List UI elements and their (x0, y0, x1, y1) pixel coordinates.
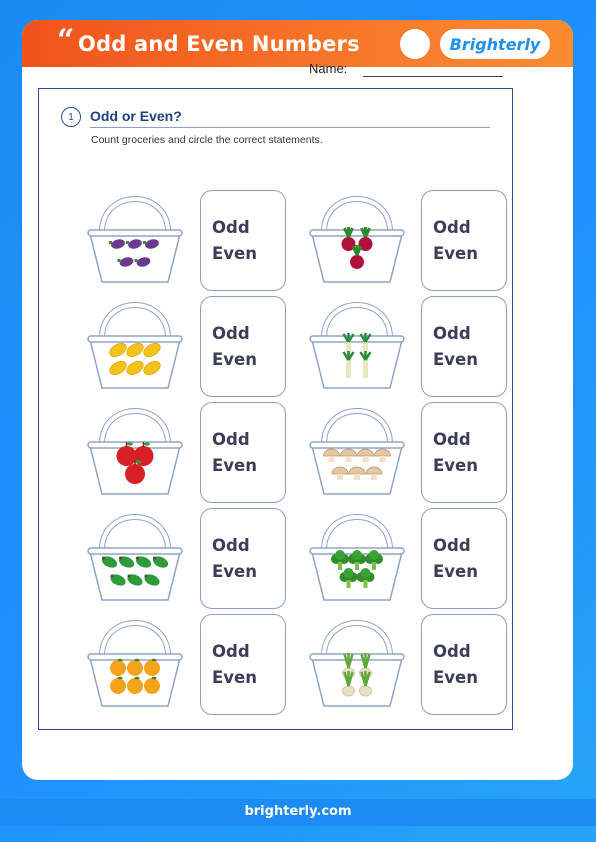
quote-icon: “ (57, 23, 75, 58)
basket-beet (308, 188, 406, 286)
basket-lemon (86, 294, 184, 392)
basket-handle (102, 305, 168, 338)
odd-option[interactable]: Odd (212, 324, 250, 343)
name-field-line[interactable] (363, 76, 503, 77)
basket-eggplant (86, 188, 184, 286)
odd-option[interactable]: Odd (212, 430, 250, 449)
task-title: Odd or Even? (90, 108, 182, 124)
even-option[interactable]: Even (433, 350, 478, 369)
name-label: Name: (309, 61, 348, 76)
basket-mushroom (308, 400, 406, 498)
odd-option[interactable]: Odd (212, 218, 250, 237)
basket-handle (324, 411, 390, 444)
even-option[interactable]: Even (433, 668, 478, 687)
basket-orange (86, 612, 184, 710)
odd-option[interactable]: Odd (212, 536, 250, 555)
footer-url[interactable]: brighterly.com (244, 804, 352, 819)
answer-box (421, 614, 507, 715)
even-option[interactable]: Even (212, 562, 257, 581)
basket-handle (324, 305, 390, 338)
even-option[interactable]: Even (212, 244, 257, 263)
answer-box (421, 296, 507, 397)
task-number: 1 (61, 107, 81, 127)
basket-body (312, 658, 402, 706)
basket-lime (86, 506, 184, 604)
even-option[interactable]: Even (212, 350, 257, 369)
answer-box (200, 402, 286, 503)
basket-apple (86, 400, 184, 498)
odd-option[interactable]: Odd (433, 642, 471, 661)
basket-handle (324, 517, 390, 550)
even-option[interactable]: Even (433, 562, 478, 581)
basket-handle (102, 411, 168, 444)
brand-logo[interactable] (440, 29, 550, 59)
basket-onion (308, 612, 406, 710)
basket-handle (324, 199, 390, 232)
page-title: Odd and Even Numbers (78, 32, 360, 56)
brand-logo-text: Brighterly (449, 34, 541, 54)
basket-broccoli (308, 506, 406, 604)
even-option[interactable]: Even (212, 668, 257, 687)
basket-handle (102, 199, 168, 232)
circle-icon (400, 29, 430, 59)
answer-box (200, 614, 286, 715)
basket-handle (102, 623, 168, 656)
answer-box (200, 508, 286, 609)
even-option[interactable]: Even (433, 456, 478, 475)
odd-option[interactable]: Odd (433, 430, 471, 449)
task-title-rule (90, 127, 490, 128)
task-instructions: Count groceries and circle the correct statements. (91, 134, 323, 146)
odd-option[interactable]: Odd (433, 324, 471, 343)
even-option[interactable]: Even (212, 456, 257, 475)
even-option[interactable]: Even (433, 244, 478, 263)
answer-box (200, 190, 286, 291)
odd-option[interactable]: Odd (433, 218, 471, 237)
basket-handle (324, 623, 390, 656)
odd-option[interactable]: Odd (212, 642, 250, 661)
answer-box (421, 402, 507, 503)
basket-leek (308, 294, 406, 392)
basket-body (312, 340, 402, 388)
answer-box (200, 296, 286, 397)
answer-box (421, 190, 507, 291)
header-bar (22, 20, 573, 67)
odd-option[interactable]: Odd (433, 536, 471, 555)
basket-handle (102, 517, 168, 550)
answer-box (421, 508, 507, 609)
